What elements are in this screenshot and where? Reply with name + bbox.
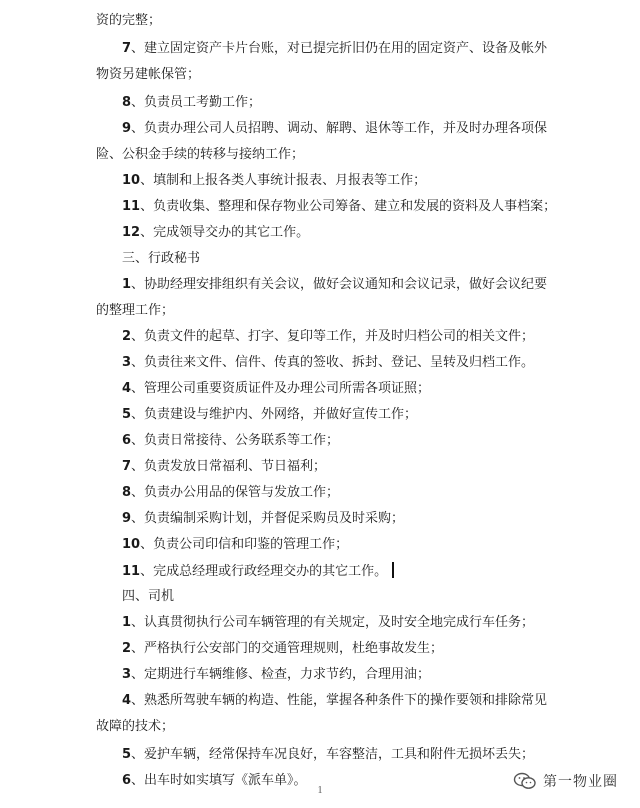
line-text: 故障的技术； [96,719,175,734]
line-text: 、出车时如实填写《派车单》。 [131,773,307,788]
watermark-text: 第一物业圈 [543,774,618,790]
line-text: 、负责文件的起草、打字、复印等工作，并及时归档公司的相关文件； [131,329,535,344]
line-text: 三、行政秘书 [122,251,201,266]
line-text: 、爱护车辆，经常保持车况良好，车容整洁，工具和附件无损坏丢失； [131,747,535,762]
item-number: 4 [122,381,132,396]
line-text: 、负责办公用品的保管与发放工作； [131,485,340,500]
line-text: 险、公积金手续的转移与接纳工作； [96,147,305,162]
line-text: 、负责办理公司人员招聘、调动、解聘、退休等工作，并及时办理各项保 [131,121,548,136]
item-number: 1 [122,277,132,292]
item-number: 4 [122,693,132,708]
text-line [122,692,582,710]
item-number: 10 [122,173,141,188]
item-number: 9 [122,121,132,136]
item-number: 1 [122,615,132,630]
line-text: 、负责建设与维护内、外网络，并做好宣传工作； [131,407,418,422]
item-number: 5 [122,747,132,762]
text-line [122,380,582,398]
line-text: 资的完整； [96,13,162,28]
text-line [122,172,582,190]
line-text: 、负责往来文件、信件、传真的签收、拆封、登记、呈转及归档工作。 [131,355,535,370]
line-text: 、认真贯彻执行公司车辆管理的有关规定，及时安全地完成行车任务； [131,615,535,630]
text-line [122,250,582,268]
line-text: 、负责公司印信和印鉴的管理工作； [140,537,349,552]
line-text: 的整理工作； [96,303,175,318]
line-text: 、熟悉所驾驶车辆的构造、性能，掌握各种条件下的操作要领和排除常见 [131,693,548,708]
text-line [122,432,582,450]
line-text: 、严格执行公安部门的交通管理规则，杜绝事故发生； [131,641,444,656]
text-line [96,146,556,164]
item-number: 7 [122,459,132,474]
text-line [96,12,556,30]
text-cursor [392,562,394,578]
line-text: 、填制和上报各类人事统计报表、月报表等工作； [140,173,427,188]
text-line [122,536,582,554]
text-line [122,746,582,764]
text-line [122,276,582,294]
item-number: 11 [122,199,141,214]
line-text: 、定期进行车辆维修、检查，力求节约，合理用油； [131,667,431,682]
wechat-icon [513,772,537,790]
item-number: 2 [122,329,132,344]
item-number: 2 [122,641,132,656]
line-text: 、负责发放日常福利、节日福利； [131,459,327,474]
item-number: 8 [122,95,132,110]
text-line [122,406,582,424]
item-number: 6 [122,773,132,788]
line-text: 、负责日常接待、公务联系等工作； [131,433,340,448]
text-line [122,198,582,216]
line-text: 、负责编制采购计划，并督促采购员及时采购； [131,511,405,526]
text-line [122,120,582,138]
text-line [122,562,582,581]
text-line [96,718,556,736]
line-text: 、协助经理安排组织有关会议，做好会议通知和会议记录，做好会议纪要 [131,277,548,292]
line-text: 物资另建帐保管； [96,67,201,82]
item-number: 10 [122,537,141,552]
item-number: 12 [122,225,141,240]
text-line [122,614,582,632]
text-line [122,94,582,112]
item-number: 5 [122,407,132,422]
item-number: 11 [122,564,141,579]
item-number: 7 [122,41,132,56]
item-number: 8 [122,485,132,500]
item-number: 6 [122,433,132,448]
text-line [96,66,556,84]
line-text: 、管理公司重要资质证件及办理公司所需各项证照； [131,381,431,396]
line-text: 、负责员工考勤工作； [131,95,262,110]
text-line [122,666,582,684]
line-text: 、负责收集、整理和保存物业公司筹备、建立和发展的资料及人事档案； [140,199,557,214]
text-line [122,484,582,502]
text-line [122,640,582,658]
line-text: 、完成总经理或行政经理交办的其它工作。 [140,564,388,579]
text-line [122,328,582,346]
text-line [122,588,582,606]
item-number: 3 [122,667,132,682]
line-text: 、完成领导交办的其它工作。 [140,225,310,240]
line-text: 四、司机 [122,589,175,604]
item-number: 3 [122,355,132,370]
text-line [122,224,582,242]
text-line [122,354,582,372]
text-line [122,510,582,528]
text-line [122,458,582,476]
line-text: 、建立固定资产卡片台账，对已提完折旧仍在用的固定资产、设备及帐外 [131,41,548,56]
item-number: 9 [122,511,132,526]
text-line [96,302,556,320]
text-line [122,40,582,58]
wechat-watermark [513,770,618,792]
page-number: 1 [317,785,323,796]
